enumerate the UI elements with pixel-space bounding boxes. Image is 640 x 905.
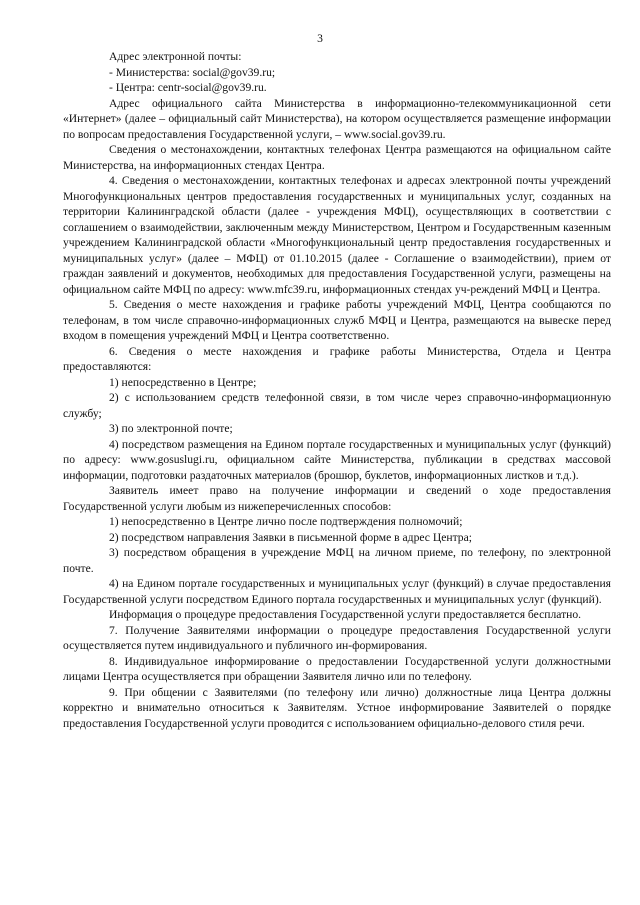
list-item: 3) посредством обращения в учреждение МФЦ на личном приеме, по телефону, по электронной почте. (63, 546, 611, 575)
paragraph-applicant-rights: Заявитель имеет право на получение информации и сведений о ходе предоставления Государственной услуги любым из нижеперечисленных способов: (63, 484, 611, 513)
list-item: 3) по электронной почте; (109, 422, 233, 435)
list-item: 1) непосредственно в Центре лично после подтверждения полномочий; (109, 515, 463, 528)
paragraph-free-info: Информация о процедуре предоставления Государственной услуги предоставляется бесплатно. (109, 608, 582, 621)
document-body (63, 49, 611, 731)
list-item: 1) непосредственно в Центре; (109, 375, 257, 389)
paragraph-item-7: 7. Получение Заявителями информации о процедуре предоставления Государственной услуги осуществляется путем индивидуального и публичного ин-формирования. (63, 623, 611, 652)
list-item: 2) посредством направления Заявки в письменной форме в адрес Центра; (109, 530, 472, 544)
list-item: 4) посредством размещения на Едином портале государственных и муниципальных услуг (функций) по адресу: www.gosuslugi.ru, официальном сайте Министерства, публикации в средствах массовой информации, подготовки раздаточных материалов (брошюр, буклетов, информационных листков и т.д.). (63, 437, 611, 482)
paragraph-official-site: Адрес официального сайта Министерства в информационно-телекоммуникационной сети «Интернет» (далее – официальный сайт Министерства), на котором осуществляется размещение информации по вопросам предоставления Государственной услуги, – www.social.gov39.ru. (63, 96, 611, 141)
paragraph-ministry-email: - Министерства: social@gov39.ru; (109, 65, 276, 79)
paragraph-item-6: 6. Сведения о месте нахождения и графике работы Министерства, Отдела и Центра предоставляются: (63, 344, 611, 373)
page-number: 3 (317, 32, 323, 45)
paragraph-center-location: Сведения о местонахождении, контактных телефонах Центра размещаются на официальном сайте Министерства, на информационных стендах Центра. (63, 143, 611, 172)
list-item: 2) с использованием средств телефонной связи, в том числе через справочно-информационную службу; (63, 391, 611, 420)
paragraph-item-8: 8. Индивидуальное информирование о предоставлении Государственной услуги должностными лицами Центра осуществляется при обращении Заявителя лично или по телефону. (63, 654, 611, 683)
paragraph-center-email: - Центра: centr-social@gov39.ru. (109, 81, 267, 94)
list-item: 4) на Едином портале государственных и муниципальных услуг (функций) в случае предоставления Государственной услуги посредством Единого портала государственных и муниципальных услуг (функций). (63, 577, 611, 606)
paragraph-item-4: 4. Сведения о местонахождении, контактных телефонах и адресах электронной почты учреждений Многофункциональных центров предоставления государственных и муниципальных услуг, созданных на территории Калининградской области (далее - учреждения МФЦ), осуществляющих в соответствии с соглашением о взаимодействии, заключенным между Министерством, Центром и Государственным казенным учреждением Калининградской области «Многофункциональный центр предоставления государственных и муниципальных услуг» (далее – МФЦ) от 01.10.2015 (далее - Соглашение о взаимодействии), прием от граждан заявлений и документов, необходимых для предоставления Государственной услуги, размещены на официальном сайте МФЦ по адресу: www.mfc39.ru, информационных стендах уч-реждений МФЦ и Центра. (63, 174, 611, 296)
paragraph-item-5: 5. Сведения о месте нахождения и графике работы учреждений МФЦ, Центра сообщаются по телефонам, в том числе справочно-информационных служб МФЦ и Центра, размещаются на вывеске перед входом в помещения учреждений МФЦ и Центра соответственно. (63, 298, 611, 342)
paragraph-item-9: 9. При общении с Заявителями (по телефону или лично) должностные лица Центра должны корректно и внимательно относиться к Заявителям. Устное информирование Заявителей о порядке предоставления Государственной услуги проводится с использованием официально-делового стиля речи. (63, 685, 611, 730)
paragraph-email-heading: Адрес электронной почты: (109, 50, 242, 63)
